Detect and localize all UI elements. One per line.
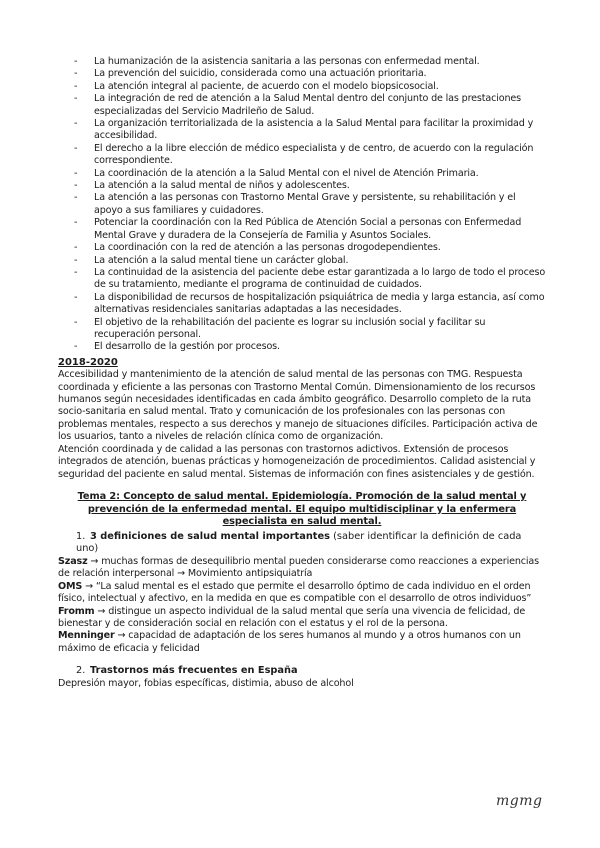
dash-marker: - — [74, 341, 78, 353]
dash-marker: - — [74, 167, 78, 179]
dash-marker: - — [74, 254, 78, 266]
list-item: - El objetivo de la rehabilitación del paciente es lograr su inclusión social y facilitar su recuperación personal. — [74, 316, 486, 340]
dash-marker: - — [74, 266, 78, 278]
dash-marker: - — [74, 142, 78, 154]
dash-marker: - — [74, 242, 78, 254]
dash-marker: - — [74, 217, 78, 229]
definition-szasz: Szasz → muchas formas de desequilibrio mental pueden considerarse como reacciones a experiencias de relación interpersonal → Movimiento antipsiquiatría — [58, 555, 539, 580]
tema-title: Tema 2: Concepto de salud mental. Epidemiología. Promoción de la salud mental y prevención de la enfermedad mental. El equipo multidisciplinar y la enfermera especialista en salud mental. — [77, 490, 527, 528]
dash-marker: - — [74, 291, 78, 303]
period-heading: 2018-2020 — [58, 356, 118, 368]
definition-oms: OMS → “La salud mental es el estado que permite el desarrollo óptimo de cada individuo en el orden físico, intelectual y afectivo, en la medida en que es compatible con el desarrollo de otros individuos” — [58, 580, 532, 605]
period-paragraph-1: Accesibilidad y mantenimiento de la atención de salud mental de las personas con TMG. Respuesta coordinada y eficiente a las personas con Trastorno Mental Común. Dimensionamiento de los recursos humanos según necesidades identificadas en cada ámbito geográfico. Desarrollo completo de la ruta socio-sanitaria en salud mental. Trato y comunicación de los profesionales con las personas con problemas mentales, respecto a sus derechos y manejo de situaciones difíciles. Participación activa de los usuarios, tanto a niveles de relación clínica como de organización. — [58, 369, 538, 443]
dash-marker: - — [74, 93, 78, 105]
author-signature: mgmg — [496, 793, 543, 809]
section-2-heading: 2. Trastornos más frecuentes en España — [76, 665, 298, 677]
list-item: - La continuidad de la asistencia del paciente debe estar garantizada a lo largo de todo el proceso de su tratamiento, mediante el programa de continuidad de cuidados. — [74, 266, 546, 291]
list-item: - El derecho a la libre elección de médico especialista y de centro, de acuerdo con la regulación correspondiente. — [74, 142, 534, 167]
principles-list — [58, 56, 546, 354]
list-item: - La atención integral al paciente, de acuerdo con el modelo biopsicosocial. — [74, 80, 439, 92]
list-item: - La humanización de la asistencia sanitaria a las personas con enfermedad mental. — [74, 56, 480, 67]
list-item: - La organización territorializada de la asistencia a la Salud Mental para facilitar la proximidad y accesibilidad. — [74, 118, 534, 142]
period-paragraph-2: Atención coordinada y de calidad a las personas con trastornos adictivos. Extensión de procesos integrados de atención, buenas prácticas y homogeneización de procedimientos. Calidad asistencial y seguridad del paciente en salud mental. Sistemas de información con fines asistenciales y de gestión. — [58, 443, 536, 480]
list-item: - Potenciar la coordinación con la Red Pública de Atención Social a personas con Enfermedad Mental Grave y duradera de la Consejería de Familia y Asuntos Sociales. — [74, 217, 522, 241]
definition-fromm: Fromm → distingue un aspecto individual de la salud mental que sería una vivencia de felicidad, de bienestar y de consideración social en relación con el estatus y el rol de la persona. — [58, 605, 526, 629]
list-item: - La atención a la salud mental tiene un carácter global. — [74, 254, 349, 266]
dash-marker: - — [74, 316, 78, 328]
list-item: - La integración de red de atención a la Salud Mental dentro del conjunto de las prestaciones especializadas del Servicio Madrileño de Salud. — [74, 93, 522, 117]
list-item: - La disponibilidad de recursos de hospitalización psiquiátrica de media y larga estancia, así como alternativas residenciales sanitarias adaptadas a las necesidades. — [74, 291, 545, 316]
section-2-text: Depresión mayor, fobias específicas, distimia, abuso de alcohol — [58, 677, 354, 689]
dash-marker: - — [74, 192, 78, 204]
dash-marker: - — [74, 56, 78, 67]
list-item: - La coordinación con la red de atención a las personas drogodependientes. — [74, 242, 441, 254]
dash-marker: - — [74, 80, 78, 92]
list-item: - La prevención del suicidio, considerada como una actuación prioritaria. — [74, 68, 427, 80]
dash-marker: - — [74, 68, 78, 80]
list-item: - La coordinación de la atención a la Salud Mental con el nivel de Atención Primaria. — [74, 167, 479, 179]
list-item: - La atención a la salud mental de niños y adolescentes. — [74, 180, 350, 192]
definition-menninger: Menninger → capacidad de adaptación de los seres humanos al mundo y a otros humanos con un máximo de eficacia y felicidad — [58, 630, 521, 654]
section-1-heading: 1. 3 definiciones de salud mental importantes (saber identificar la definición de cada uno) — [76, 530, 522, 555]
list-item: - El desarrollo de la gestión por procesos. — [74, 341, 280, 353]
document-page — [58, 56, 546, 690]
dash-marker: - — [74, 118, 78, 130]
dash-marker: - — [74, 180, 78, 192]
list-item: - La atención a las personas con Trastorno Mental Grave y persistente, su rehabilitación y el apoyo a sus familiares y cuidadores. — [74, 192, 516, 216]
